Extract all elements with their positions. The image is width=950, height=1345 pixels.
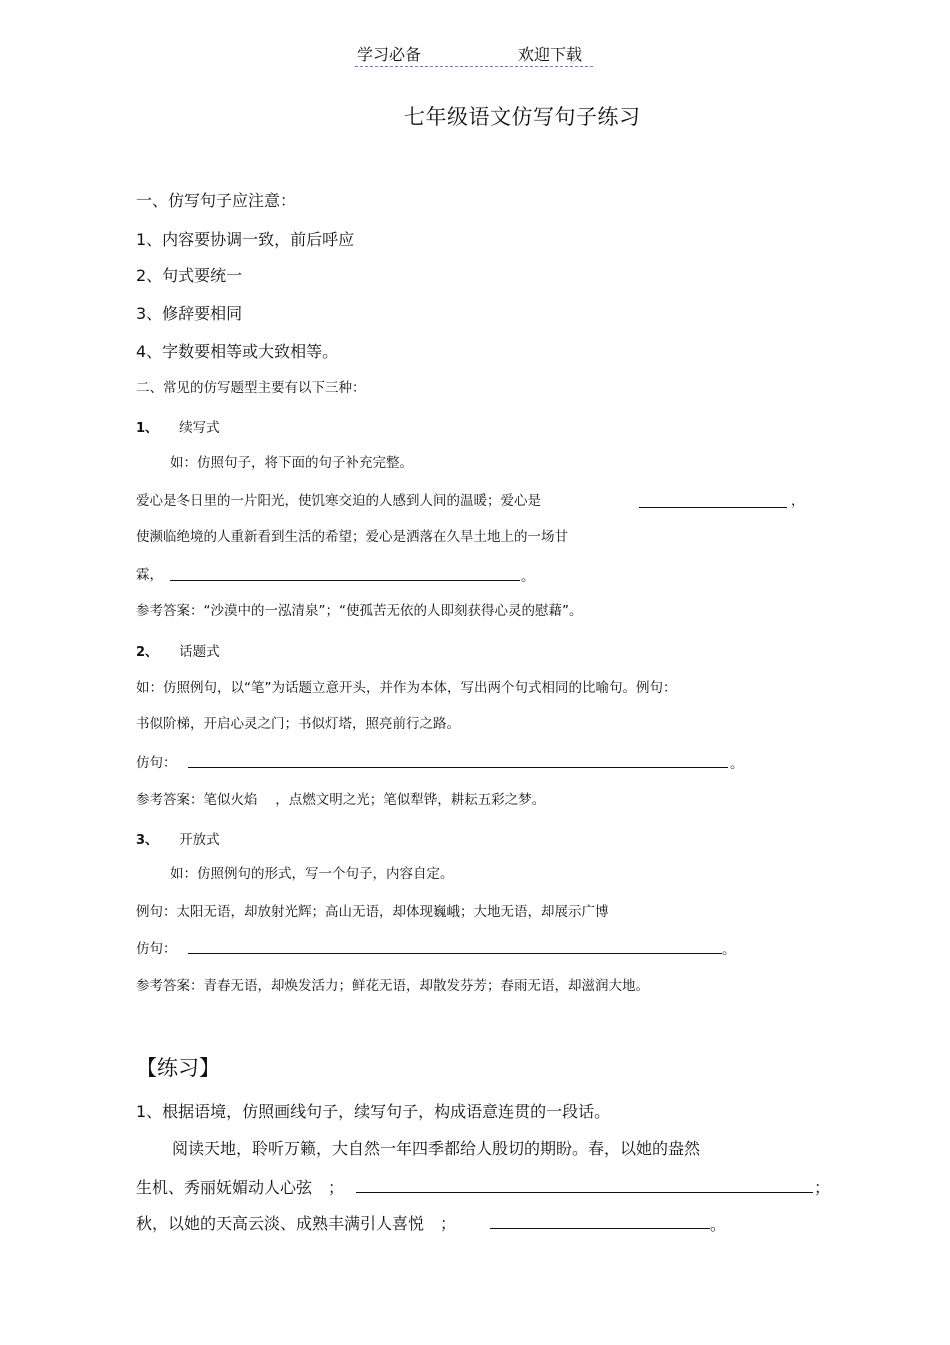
type1-line1-end: ， [791,493,805,509]
type1-num: 1、 [136,421,159,436]
document-title: 七年级语文仿写句子练习 [404,105,641,129]
type2-imitate-label: 仿句： [136,755,177,771]
type3-header [136,828,220,848]
type1-line1: 爱心是冬日里的一片阳光，使饥寒交迫的人感到人间的温暖；爱心是 [136,493,541,509]
practice-paragraph-line2: 生机、秀丽妩媚动人心弦 ； [136,1178,345,1197]
type1-answer: 参考答案：“沙漠中的一泓清泉”；“使孤苦无依的人即刻获得心灵的慰藉”。 [136,603,583,619]
type1-blank-1[interactable] [639,489,787,508]
type2-answer: 参考答案：笔似火焰 ，点燃文明之光；笔似犁铧，耕耘五彩之梦。 [136,792,546,808]
type2-header [136,640,220,660]
section1-item-3: 3、修辞要相同 [136,304,243,323]
practice-paragraph-line3: 秋，以她的天高云淡、成熟丰满引人喜悦 ； [136,1214,457,1233]
type1-prompt: 如：仿照句子，将下面的句子补充完整。 [170,455,413,471]
type2-blank[interactable] [188,749,728,768]
practice-blank-2[interactable] [490,1210,710,1229]
practice-question-1: 1、根据语境，仿照画线句子，续写句子，构成语意连贯的一段话。 [136,1102,611,1121]
type3-example: 例句：太阳无语，却放射光辉；高山无语，却体现巍峨；大地无语，却展示广博 [136,904,609,920]
type3-blank[interactable] [188,935,722,954]
page-header [355,42,593,67]
type1-line3: 霖， [136,567,163,583]
type3-num: 3、 [136,833,159,848]
section1-item-1: 1、内容要协调一致，前后呼应 [136,230,355,249]
type1-blank-2[interactable] [170,562,520,581]
type2-num: 2、 [136,645,159,660]
section1-item-2: 2、句式要统一 [136,266,243,285]
type3-imitate-end: 。 [722,942,736,958]
type2-example: 书似阶梯，开启心灵之门；书似灯塔，照亮前行之路。 [136,716,460,732]
type2-name: 话题式 [179,644,220,660]
type3-imitate-label: 仿句： [136,941,177,957]
practice-blank-1[interactable] [356,1174,813,1193]
practice-line2-end: ； [814,1178,831,1197]
practice-heading: 【练习】 [136,1056,220,1080]
type3-name: 开放式 [179,832,220,848]
type3-answer: 参考答案：青春无语，却焕发活力；鲜花无语，却散发芬芳；春雨无语，却滋润大地。 [136,978,649,994]
type1-header [136,416,220,436]
type3-prompt: 如：仿照例句的形式，写一个句子，内容自定。 [170,866,454,882]
header-right: 欢迎下载 [518,45,583,64]
section2-heading: 二、常见的仿写题型主要有以下三种： [136,380,366,396]
type1-line2: 使濒临绝境的人重新看到生活的希望；爱心是洒落在久旱土地上的一场甘 [136,529,568,545]
type1-name: 续写式 [179,420,220,436]
header-left: 学习必备 [357,45,422,64]
type1-line3-end: 。 [521,569,535,585]
section1-item-4: 4、字数要相等或大致相等。 [136,342,339,361]
section1-heading: 一、仿写句子应注意： [136,191,297,210]
practice-paragraph-line1: 阅读天地，聆听万籁，大自然一年四季都给人殷切的期盼。春，以她的盎然 [172,1139,701,1158]
type2-prompt: 如：仿照例句，以“笔”为话题立意开头，并作为本体，写出两个句式相同的比喻句。例句： [136,680,677,696]
practice-line3-end: 。 [710,1215,727,1234]
type2-imitate-end: 。 [730,756,744,772]
